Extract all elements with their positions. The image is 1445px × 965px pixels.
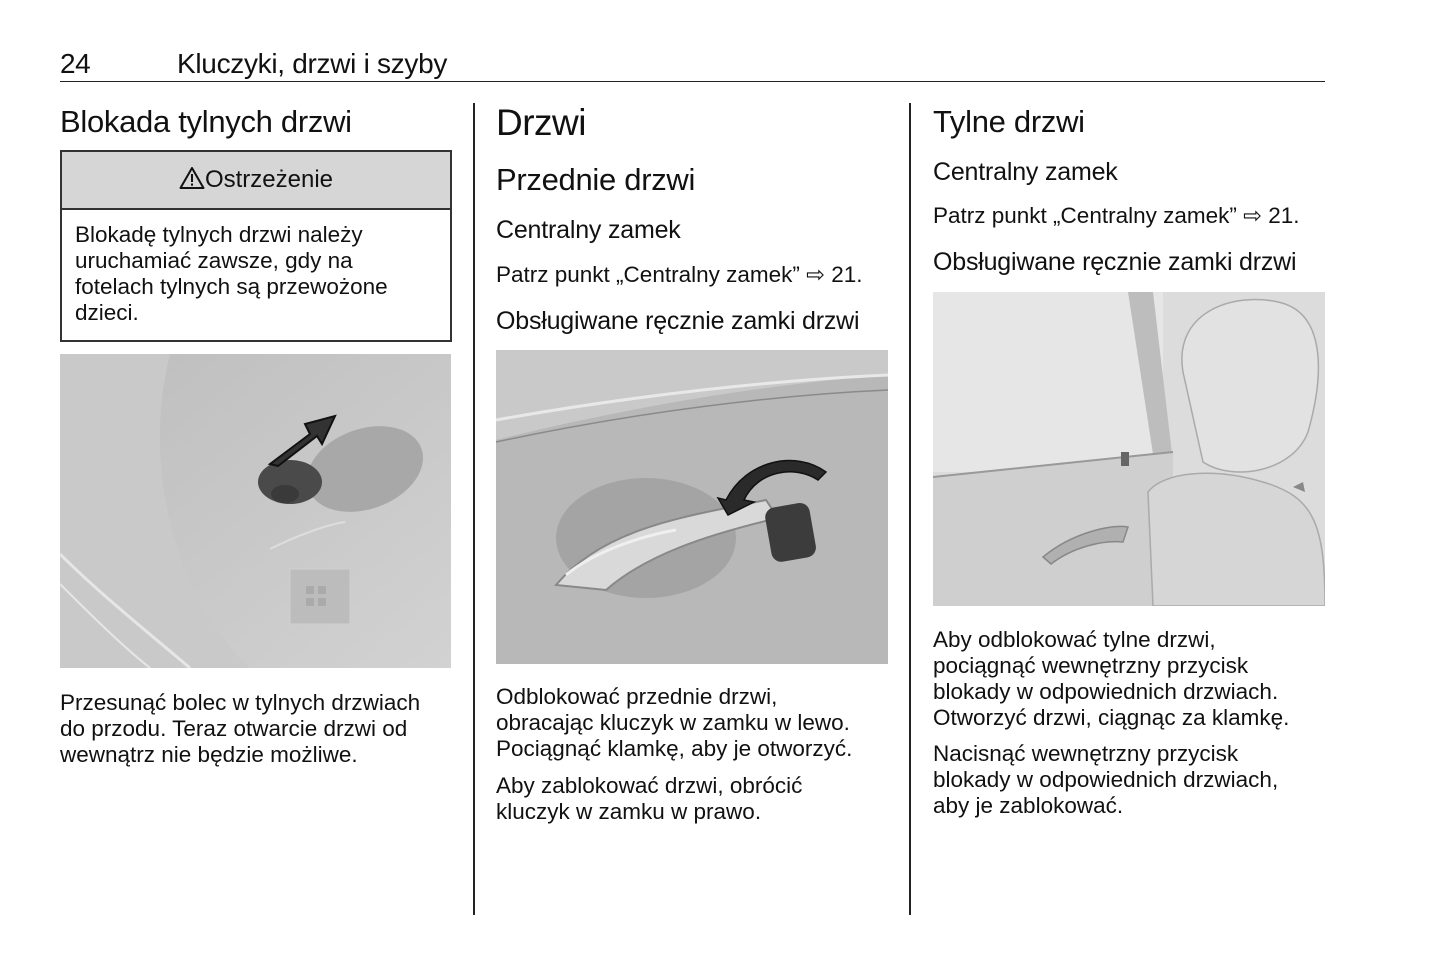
central-lock-reference: Patrz punkt „Centralny zamek” ⇨ 21.	[933, 203, 1300, 228]
manual-lock-heading: Obsługiwane ręcznie zamki drzwi	[496, 307, 860, 335]
paragraph-line: Aby odblokować tylne drzwi,	[933, 627, 1216, 652]
paragraph-line: blokady w odpowiednich drzwiach.	[933, 679, 1279, 704]
chapter-section-title: Drzwi	[496, 102, 586, 143]
chapter-title: Kluczyki, drzwi i szyby	[177, 48, 448, 79]
child-lock-illustration	[60, 354, 451, 668]
front-door-lock-paragraph	[496, 773, 802, 825]
rear-door-unlock-paragraph	[933, 627, 1289, 731]
section-title: Blokada tylnych drzwi	[60, 104, 352, 139]
rear-door-illustration	[933, 292, 1325, 606]
page-number: 24	[60, 48, 91, 79]
paragraph-line: kluczyk w zamku w prawo.	[496, 799, 762, 824]
subsection-title: Przednie drzwi	[496, 162, 696, 197]
warning-text	[62, 210, 450, 326]
manual-lock-heading: Obsługiwane ręcznie zamki drzwi	[933, 248, 1297, 276]
page-header	[60, 44, 1325, 82]
paragraph-line: Przesunąć bolec w tylnych drzwiach	[60, 690, 421, 715]
paragraph-line: Nacisnąć wewnętrzny przycisk	[933, 741, 1239, 766]
warning-line: uruchamiać zawsze, gdy na	[75, 248, 353, 273]
warning-box	[60, 150, 452, 342]
paragraph-line: Otworzyć drzwi, ciągnąc za klamkę.	[933, 705, 1290, 730]
central-lock-heading: Centralny zamek	[933, 158, 1118, 186]
central-lock-heading: Centralny zamek	[496, 216, 681, 244]
front-door-unlock-paragraph	[496, 684, 852, 762]
paragraph-line: obracając kluczyk w zamku w lewo.	[496, 710, 850, 735]
paragraph-line: Pociągnąć klamkę, aby je otworzyć.	[496, 736, 853, 761]
section-title: Tylne drzwi	[933, 104, 1085, 139]
warning-header	[62, 152, 450, 210]
warning-title: Ostrzeżenie	[204, 166, 334, 193]
paragraph-line: pociągnąć wewnętrzny przycisk	[933, 653, 1249, 678]
column-divider	[909, 103, 911, 915]
warning-line: fotelach tylnych są przewożone	[75, 274, 388, 299]
warning-triangle-icon	[179, 166, 205, 190]
central-lock-reference: Patrz punkt „Centralny zamek” ⇨ 21.	[496, 262, 863, 287]
warning-line: dzieci.	[75, 300, 139, 325]
front-door-key-illustration	[496, 350, 888, 664]
child-lock-paragraph	[60, 690, 420, 768]
rear-door-lock-paragraph	[933, 741, 1278, 819]
paragraph-line: do przodu. Teraz otwarcie drzwi od	[60, 716, 408, 741]
paragraph-line: Odblokować przednie drzwi,	[496, 684, 778, 709]
paragraph-line: wewnątrz nie będzie możliwe.	[60, 742, 358, 767]
warning-line: Blokadę tylnych drzwi należy	[75, 222, 363, 247]
paragraph-line: Aby zablokować drzwi, obrócić	[496, 773, 803, 798]
paragraph-line: blokady w odpowiednich drzwiach,	[933, 767, 1279, 792]
paragraph-line: aby je zablokować.	[933, 793, 1124, 818]
column-divider	[473, 103, 475, 915]
